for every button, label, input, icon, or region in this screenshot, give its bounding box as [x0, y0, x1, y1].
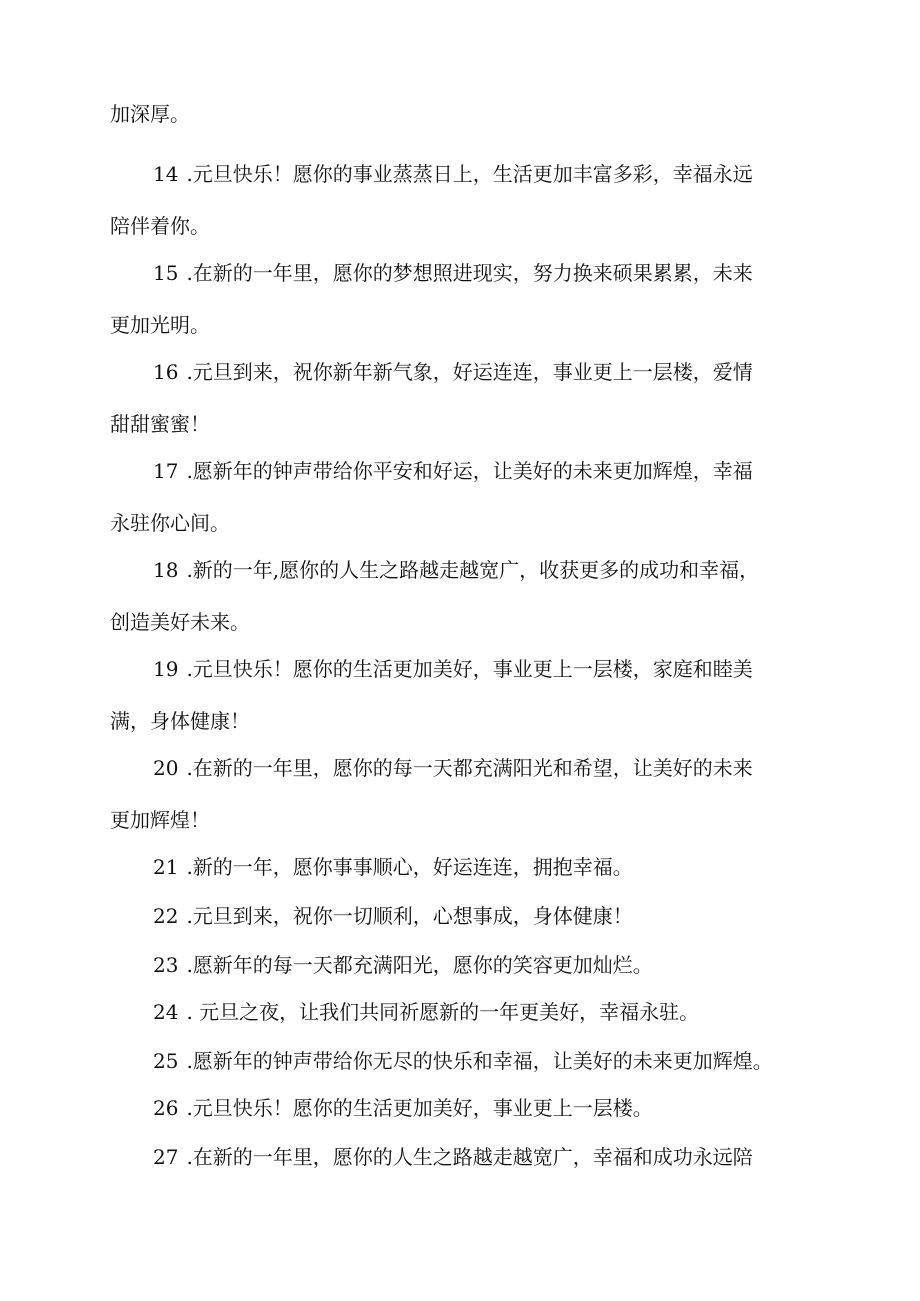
paragraph-text: .在新的一年里，愿你的人生之路越走越宽广，幸福和成功永远陪 — [186, 1145, 753, 1169]
paragraph-27 — [110, 1131, 822, 1183]
paragraph-18 — [110, 544, 822, 648]
paragraph-text: . 元旦之夜，让我们共同祈愿新的一年更美好，幸福永驻。 — [186, 1000, 700, 1024]
paragraph-number: 17 — [153, 459, 179, 483]
paragraph-line: 陪伴着你。 — [110, 214, 210, 238]
paragraph-line — [110, 742, 822, 794]
paragraph-line: 满，身体健康！ — [110, 709, 250, 733]
paragraph-line — [110, 346, 822, 398]
paragraph-23 — [110, 939, 822, 991]
paragraph-text: .元旦快乐！愿你的生活更加美好，事业更上一层楼，家庭和睦美 — [186, 657, 753, 681]
paragraph-14 — [110, 148, 822, 252]
paragraph-line: 加深厚。 — [110, 102, 190, 126]
paragraph-line: 永驻你心间。 — [110, 511, 230, 535]
paragraph-26 — [110, 1082, 822, 1134]
paragraph-line: 更加光明。 — [110, 313, 210, 337]
paragraph-line — [110, 939, 822, 991]
paragraph-line: 更加辉煌！ — [110, 808, 210, 832]
paragraph-line — [110, 643, 822, 695]
paragraph-text: .愿新年的钟声带给你平安和好运，让美好的未来更加辉煌，幸福 — [186, 459, 753, 483]
paragraph-text: .元旦到来，祝你一切顺利，心想事成，身体健康！ — [186, 904, 633, 928]
paragraph-text: .元旦快乐！愿你的事业蒸蒸日上，生活更加丰富多彩，幸福永远 — [186, 162, 753, 186]
paragraph-line — [110, 841, 822, 893]
paragraph-13-tail — [110, 88, 822, 140]
paragraph-number: 14 — [153, 162, 179, 186]
paragraph-line — [110, 1035, 822, 1087]
paragraph-number: 21 — [153, 855, 179, 879]
paragraph-number: 26 — [153, 1096, 179, 1120]
paragraph-number: 24 — [153, 1000, 179, 1024]
paragraph-line — [110, 247, 822, 299]
paragraph-19 — [110, 643, 822, 747]
paragraph-text: .愿新年的钟声带给你无尽的快乐和幸福，让美好的未来更加辉煌。 — [186, 1049, 773, 1073]
paragraph-line — [110, 148, 822, 200]
paragraph-text: .在新的一年里，愿你的每一天都充满阳光和希望，让美好的未来 — [186, 756, 753, 780]
paragraph-number: 22 — [153, 904, 179, 928]
paragraph-number: 19 — [153, 657, 179, 681]
paragraph-text: .新的一年,愿你的人生之路越走越宽广，收获更多的成功和幸福， — [186, 558, 760, 582]
paragraph-text: .元旦到来，祝你新年新气象，好运连连，事业更上一层楼，爱情 — [186, 360, 753, 384]
paragraph-number: 16 — [153, 360, 179, 384]
paragraph-text: .愿新年的每一天都充满阳光，愿你的笑容更加灿烂。 — [186, 953, 653, 977]
paragraph-line — [110, 986, 822, 1038]
paragraph-line: 创造美好未来。 — [110, 610, 250, 634]
paragraph-15 — [110, 247, 822, 351]
paragraph-line — [110, 1131, 822, 1183]
paragraph-16 — [110, 346, 822, 450]
paragraph-number: 27 — [153, 1145, 179, 1169]
paragraph-line — [110, 544, 822, 596]
paragraph-22 — [110, 890, 822, 942]
paragraph-24 — [110, 986, 822, 1038]
paragraph-text: .新的一年，愿你事事顺心，好运连连，拥抱幸福。 — [186, 855, 633, 879]
paragraph-number: 18 — [153, 558, 179, 582]
paragraph-text: .在新的一年里，愿你的梦想照进现实，努力换来硕果累累，未来 — [186, 261, 753, 285]
paragraph-number: 20 — [153, 756, 179, 780]
paragraph-number: 15 — [153, 261, 179, 285]
paragraph-20 — [110, 742, 822, 846]
paragraph-line — [110, 445, 822, 497]
paragraph-17 — [110, 445, 822, 549]
paragraph-21 — [110, 841, 822, 893]
paragraph-text: .元旦快乐！愿你的生活更加美好，事业更上一层楼。 — [186, 1096, 653, 1120]
paragraph-line — [110, 1082, 822, 1134]
paragraph-number: 23 — [153, 953, 179, 977]
paragraph-number: 25 — [153, 1049, 179, 1073]
paragraph-line: 甜甜蜜蜜！ — [110, 412, 210, 436]
paragraph-line — [110, 890, 822, 942]
paragraph-25 — [110, 1035, 822, 1087]
